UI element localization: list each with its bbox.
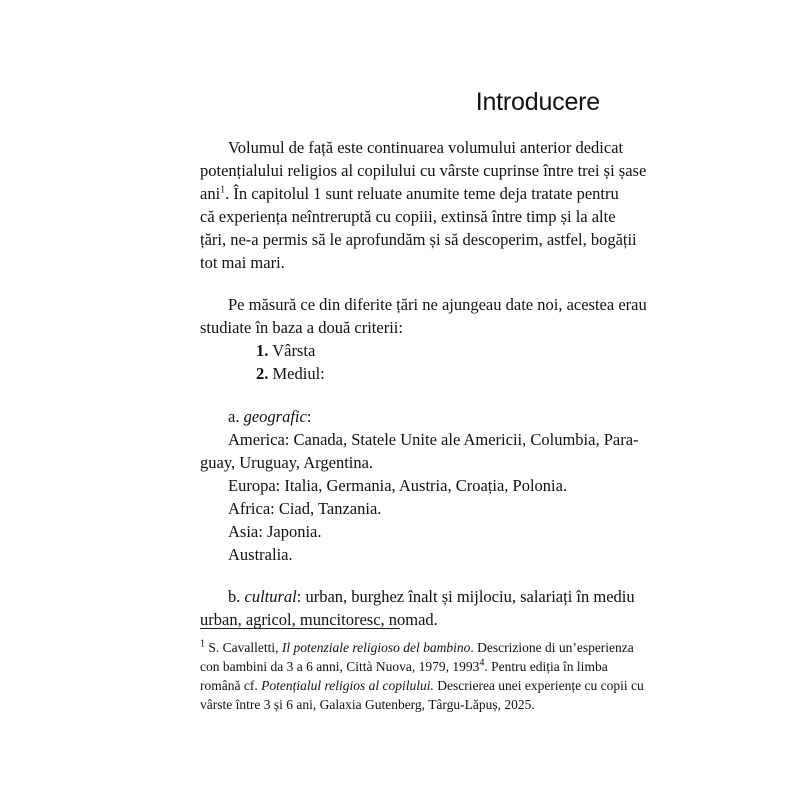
footnote-romanian-title: Potențialul religios al copilului. xyxy=(261,678,434,693)
geographic-heading xyxy=(228,406,311,428)
criteria-label: Vârsta xyxy=(272,341,316,360)
paragraph-1-line-2: potențialului religios al copilului cu vârste cuprinse între trei și șase xyxy=(200,161,647,180)
footnote-line-3 xyxy=(200,676,644,695)
footnote-publication: con bambini da 3 a 6 anni, Città Nuova, 1979, 1993 xyxy=(200,659,480,674)
footnote-divider xyxy=(200,628,400,629)
paragraph-2-line-1: Pe măsură ce din diferite țări ne ajungeau date noi, acestea erau xyxy=(228,295,647,314)
cultural-values: : urban, burghez înalt și mijlociu, salariați în mediu xyxy=(296,587,635,606)
footnote-cf: română cf. xyxy=(200,678,262,693)
criteria-item xyxy=(256,363,325,385)
geographic-africa: Africa: Ciad, Tanzania. xyxy=(228,499,382,518)
geographic-europe: Europa: Italia, Germania, Austria, Croația, Polonia. xyxy=(228,476,568,495)
footnote-line-2 xyxy=(200,657,608,676)
criteria-number: 2. xyxy=(256,364,269,383)
paragraph-1-line-6: tot mai mari. xyxy=(200,253,285,272)
cultural-line-1 xyxy=(228,586,635,608)
footnote-reference: 1 xyxy=(220,184,226,196)
geographic-australia: Australia. xyxy=(228,545,293,564)
geographic-asia: Asia: Japonia. xyxy=(228,522,322,541)
geographic-america-line-2: guay, Uruguay, Argentina. xyxy=(200,453,374,472)
footnote-author: S. Cavalletti, xyxy=(205,640,282,655)
footnote-book-title: Il potenziale religioso del bambino xyxy=(281,640,471,655)
footnote-edition-sup: 4 xyxy=(479,657,485,669)
cultural-prefix: b. xyxy=(228,587,245,606)
paragraph-1-line-4: că experiența neîntreruptă cu copiii, extinsă între timp și la alte xyxy=(200,207,616,226)
paragraph-1-line-5: țări, ne-a permis să le aprofundăm și să descoperim, astfel, bogății xyxy=(200,230,637,249)
geographic-prefix: a. xyxy=(228,407,244,426)
footnote-description: . Descrizione di un’esperienza xyxy=(470,640,634,655)
cultural-term: cultural xyxy=(244,587,297,606)
footnote-marker: 1 xyxy=(200,638,205,650)
geographic-term: geografic xyxy=(243,407,307,426)
paragraph-1-line-3-end: . În capitolul 1 sunt reluate anumite teme deja tratate pentru xyxy=(225,184,619,203)
criteria-number: 1. xyxy=(256,341,269,360)
geographic-america-line-1: America: Canada, Statele Unite ale Americii, Columbia, Para- xyxy=(228,430,639,449)
paragraph-1-line-1: Volumul de față este continuarea volumului anterior dedicat xyxy=(228,138,624,157)
footnote-romanian-edition: . Pentru ediția în limba xyxy=(484,659,608,674)
paragraph-1-line-3-start: ani xyxy=(200,184,221,203)
footnote-line-4: vârste între 3 și 6 ani, Galaxia Gutenberg, Târgu-Lăpuș, 2025. xyxy=(200,697,535,712)
geographic-suffix: : xyxy=(306,407,312,426)
footnote-line-1 xyxy=(200,638,634,657)
page-title: Introducere xyxy=(475,88,600,116)
book-page xyxy=(200,0,647,800)
paragraph-2-line-2: studiate în baza a două criterii: xyxy=(200,318,403,337)
cultural-line-2: urban, agricol, muncitoresc, nomad. xyxy=(200,610,438,629)
paragraph-1-line-3 xyxy=(200,183,619,205)
footnote-romanian-description: Descrierea unei experiențe cu copii cu xyxy=(433,678,644,693)
criteria-item xyxy=(256,340,315,362)
criteria-label: Mediul: xyxy=(272,364,325,383)
